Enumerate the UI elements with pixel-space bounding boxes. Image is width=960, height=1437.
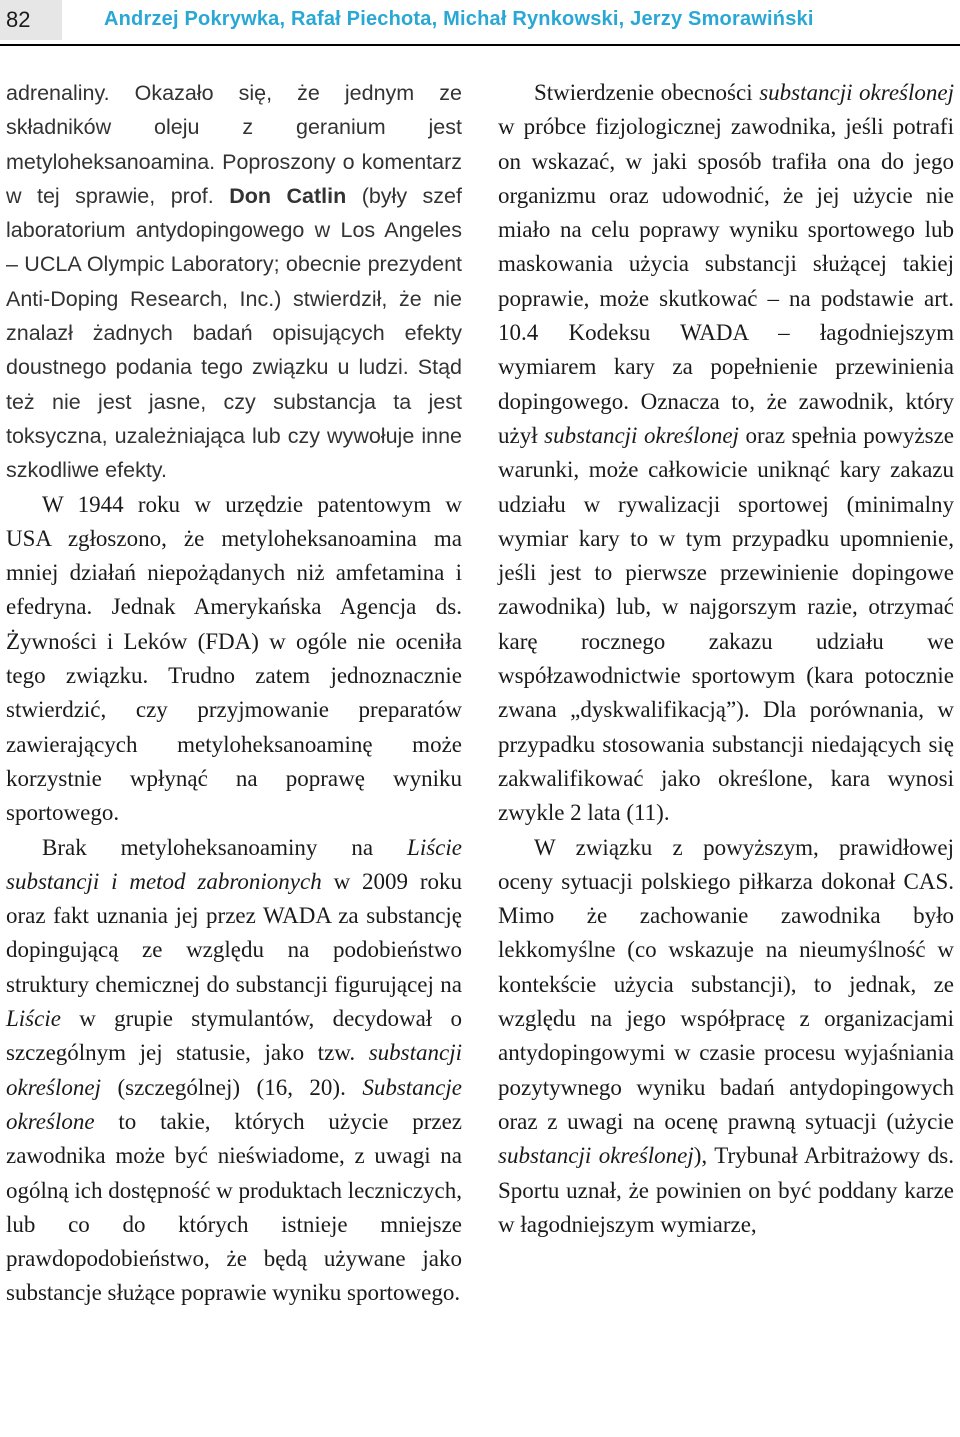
running-head-authors: Andrzej Pokrywka, Rafał Piechota, Michał Rynkowski, Jerzy Smorawiński bbox=[104, 8, 814, 30]
text-run: to takie, których użycie przez zawodnika może być nieświadome, z uwagi na ogólną ich dostępność w produktach leczniczych, lub co do których istnieje mniejsze prawdopodobieństwo, że będą używane jako substancje służące poprawie wyniku sportowego. bbox=[6, 1108, 463, 1306]
text-run: ), Trybunał Arbitrażowy ds. Sportu uznał, że powinien on być poddany karze w łagodniejszym wymiarze, bbox=[498, 1143, 954, 1237]
text-run: w 2009 roku oraz fakt uznania jej przez WADA za substancję dopingującą ze względu na podobieństwo struktury chemicznej do substancji figurującej na bbox=[6, 868, 462, 997]
paragraph: W 1944 roku w urzędzie patentowym w USA zgłoszono, że metyloheksanoamina ma mniej działań niepożądanych niż amfetamina i efedryna. Jednak Amerykańska Agencja ds. Żywności i Leków (FDA) w ogóle nie oceniła tego związku. Trudno zatem jednoznacznie stwierdzić, czy przyjmowanie preparatów zawierających metyloheksanoaminę może korzystnie wpłynąć na poprawę wyniku sportowego. bbox=[6, 491, 462, 826]
person-name: Don Catlin bbox=[229, 183, 347, 208]
paragraph bbox=[6, 831, 462, 1311]
left-column bbox=[6, 76, 462, 1311]
paragraph bbox=[6, 76, 462, 488]
paragraph bbox=[498, 76, 954, 831]
italic-term: substancji określonej bbox=[498, 1143, 694, 1169]
italic-term: substancji określonej bbox=[544, 422, 739, 448]
page-header bbox=[0, 0, 960, 44]
italic-term: Liście bbox=[6, 1006, 61, 1032]
page-number: 82 bbox=[0, 0, 62, 40]
text-run: Brak metyloheksanoaminy na bbox=[42, 834, 408, 860]
italic-term: substancji określonej bbox=[6, 1040, 462, 1100]
text-run: W związku z powyższym, prawidłowej oceny sytuacji polskiego piłkarza dokonał CAS. Mimo że zachowanie zawodnika było lekkomyślne (co wskazuje na nieumyślność w kontekście użycia substancji), to jednak, ze względu na jego współpracę z organizacjami antydopingowymi w czasie procesu wyjaśniania pozytywnego wyniku badań antydopingowych oraz z uwagi na ocenę prawną sytuacji (użycie bbox=[498, 834, 954, 1134]
text-run: (szczególnej) (16, 20). bbox=[100, 1074, 363, 1100]
text-run: w próbce fizjologicznej zawodnika, jeśli potrafi on wskazać, w jaki sposób trafiła ona do jego organizmu oraz udowodnić, że jej użycie nie miało na celu poprawy wyniku sportowego lub maskowania użycia substancji służącej takiej poprawie, może skutkować – na podstawie art. 10.4 Kodeksu WADA – łagodniejszym wymiarem kary za popełnienie przewinienia dopingowego. Oznacza to, że zawodnik, który użył bbox=[498, 114, 954, 448]
text-run: adrenaliny. Okazało się, że jednym ze składników oleju z geranium jest metyloheksanoamina. Poproszony o komentarz w tej sprawie, prof. bbox=[6, 81, 462, 208]
text-run: oraz spełnia powyższe warunki, może całkowicie uniknąć kary zakazu udziału w rywalizacji sportowej (minimalny wymiar kary to w tym przypadku upomnienie, jeśli jest to pierwsze przewinienie dopingowe zawodnika) lub, w najgorszym razie, otrzymać karę rocznego zakazu udziału we współzawodnictwie sportowym (kara potocznie zwana „dyskwalifikacją”). Dla porównania, w przypadku stosowania substancji niedających się zakwalifikować jako określone, kara wynosi zwykle 2 lata (11). bbox=[498, 422, 954, 826]
paragraph bbox=[498, 831, 954, 1243]
header-rule bbox=[0, 44, 960, 46]
italic-term: Liście substancji i metod zabronionych bbox=[6, 834, 462, 894]
text-run: (były szef laboratorium antydopingowego w Los Angeles – UCLA Olympic Laboratory; obecnie prezydent Anti-Doping Research, Inc.) stwierdził, że nie znalazł żadnych badań opisujących efekty doustnego podania tego związku u ludzi. Stąd też nie jest jasne, czy substancja ta jest toksyczna, uzależniająca lub czy wywołuje inne szkodliwe efekty. bbox=[6, 183, 462, 483]
italic-term: Substancje określone bbox=[6, 1074, 462, 1134]
text-run: Stwierdzenie obecności bbox=[534, 80, 760, 105]
italic-term: substancji określonej bbox=[759, 80, 954, 105]
right-column bbox=[498, 76, 954, 1242]
text-run: w grupie stymulantów, decydował o szczególnym jej statusie, jako tzw. bbox=[6, 1006, 462, 1066]
